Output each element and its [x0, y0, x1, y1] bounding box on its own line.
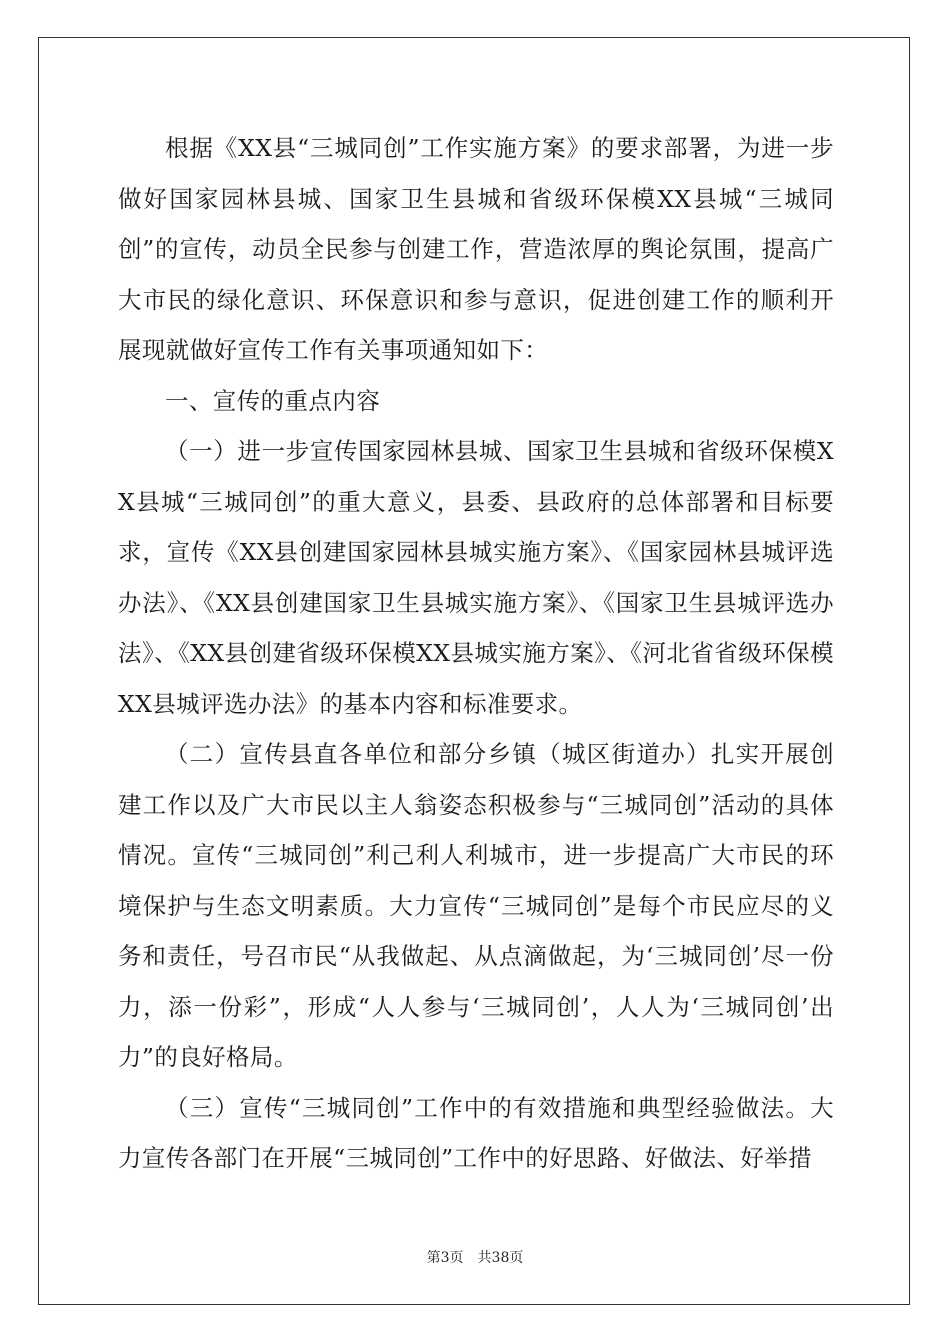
paragraph-item-1: （一）进一步宣传国家园林县城、国家卫生县城和省级环保模XX县城“三城同创”的重大意义，县委、县政府的总体部署和目标要求，宣传《XX县创建国家园林县城实施方案》、《国家园林县城评选办法》、《XX县创建国家卫生县城实施方案》、《国家卫生县城评选办法》、《XX县创建省级环保模XX县城实施方案》、《河北省省级环保模XX县城评选办法》的基本内容和标准要求。: [118, 437, 834, 718]
page-number: 第3页: [426, 1250, 464, 1266]
page-total: 共38页: [477, 1250, 524, 1266]
section-heading-1: 一、宣传的重点内容: [165, 386, 381, 415]
paragraph-item-2: （二）宣传县直各单位和部分乡镇（城区街道办）扎实开展创建工作以及广大市民以主人翁姿态积极参与“三城同创”活动的具体情况。宣传“三城同创”利己利人利城市，进一步提高广大市民的环境保护与生态文明素质。大力宣传“三城同创”是每个市民应尽的义务和责任，号召市民“从我做起、从点滴做起，为‘三城同创’尽一份力，添一份彩”，形成“人人参与‘三城同创’，人人为‘三城同创’出力”的良好格局。: [118, 740, 834, 1071]
document-body: [118, 123, 834, 1184]
paragraph-item-3: （三）宣传“三城同创”工作中的有效措施和典型经验做法。大力宣传各部门在开展“三城同创”工作中的好思路、好做法、好举措: [118, 1093, 834, 1172]
page-footer: [0, 1247, 950, 1267]
paragraph-intro: 根据《XX县“三城同创”工作实施方案》的要求部署，为进一步做好国家园林县城、国家卫生县城和省级环保模XX县城“三城同创”的宣传，动员全民参与创建工作，营造浓厚的舆论氛围，提高广大市民的绿化意识、环保意识和参与意识，促进创建工作的顺利开展现就做好宣传工作有关事项通知如下：: [118, 134, 834, 364]
